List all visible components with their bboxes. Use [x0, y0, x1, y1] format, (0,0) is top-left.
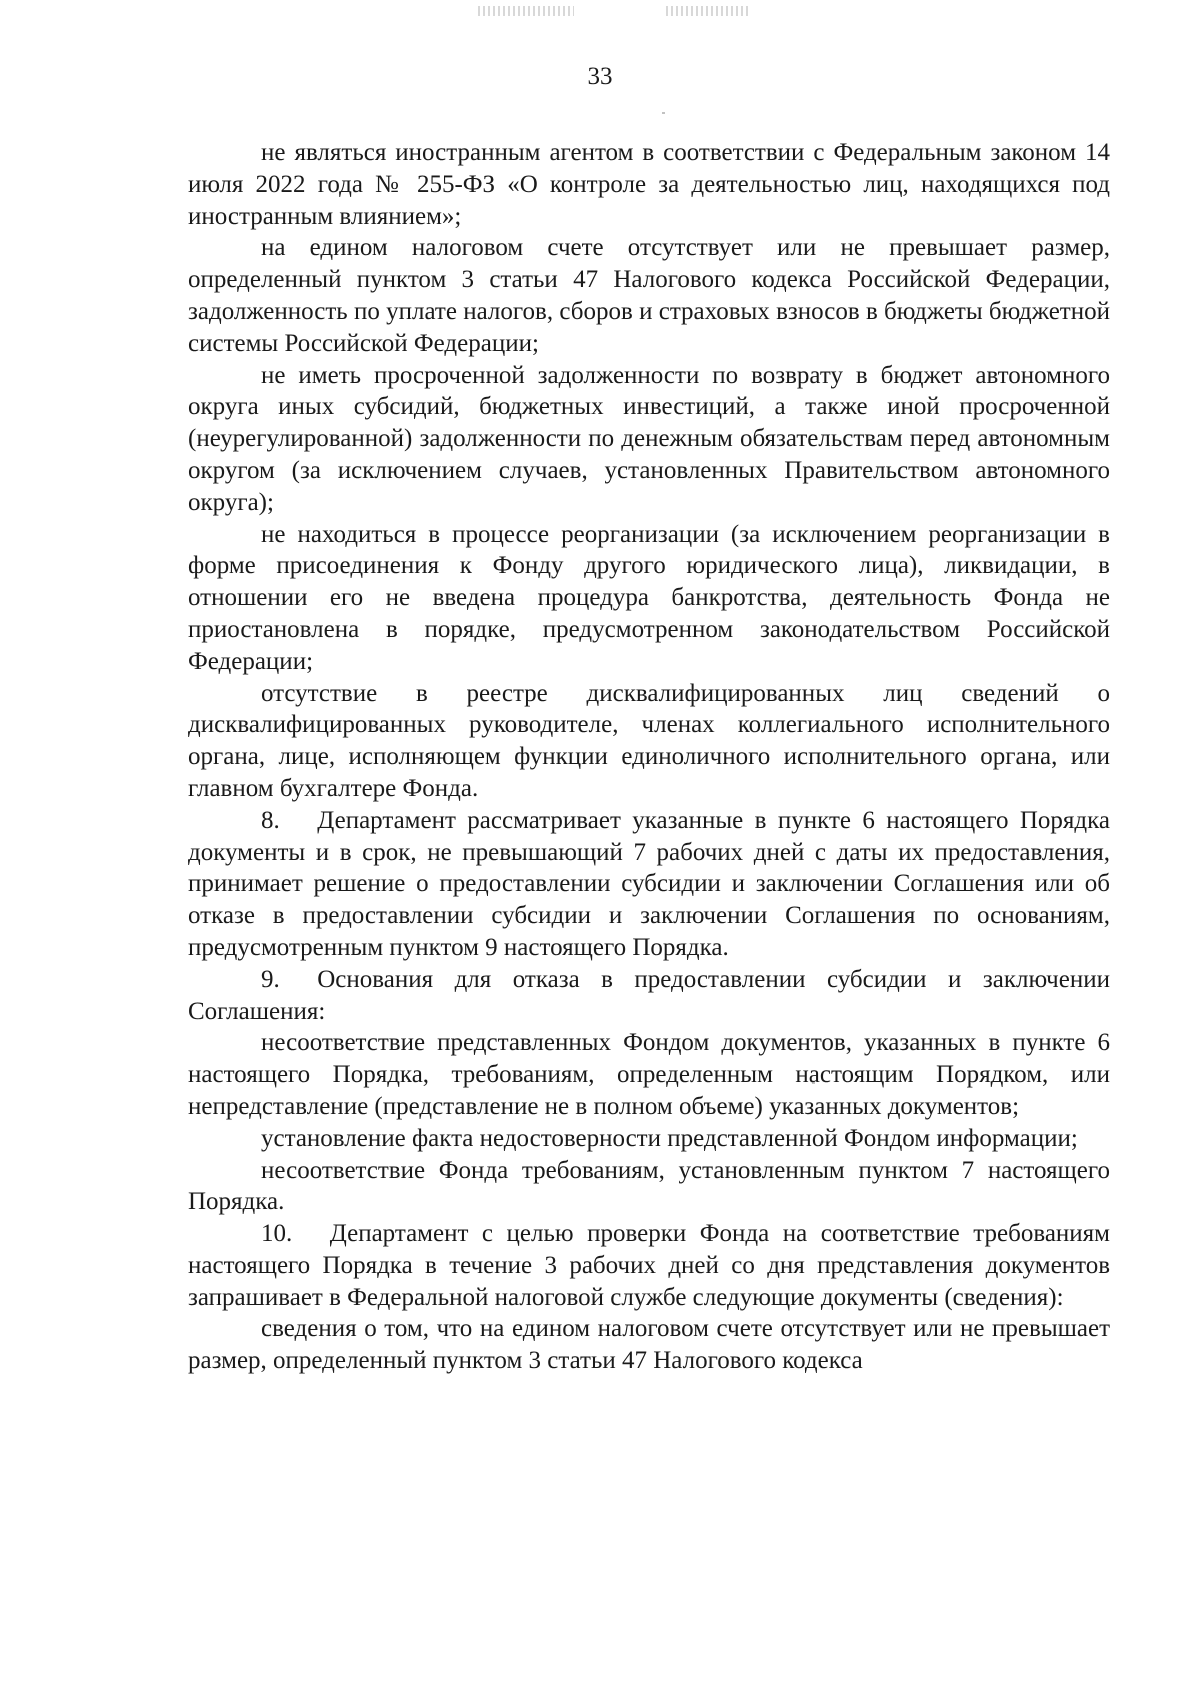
paragraph: несоответствие представленных Фондом документов, указанных в пункте 6 настоящего Порядка, требованиям, определенным настоящим Порядком, или непредставление (представление не в полном объеме) указанных документов;: [188, 1029, 1110, 1120]
numbered-paragraph-8: 8. Департамент рассматривает указанные в пункте 6 настоящего Порядка документы и в срок, не превышающий 7 рабочих дней с даты их предоставления, принимает решение о предоставлении субсидии и заключении Соглашения или об отказе в предоставлении субсидии и заключении Соглашения по основаниям, предусмотренным пунктом 9 настоящего Порядка.: [188, 806, 1110, 961]
paragraph: сведения о том, что на едином налоговом счете отсутствует или не превышает размер, определенный пунктом 3 статьи 47 Налогового кодекса: [188, 1315, 1110, 1375]
scan-artifact: [666, 6, 748, 16]
document-body: [188, 137, 1110, 1377]
paragraph: отсутствие в реестре дисквалифицированных лиц сведений о дисквалифицированных руководителе, членах коллегиального исполнительного органа, лице, исполняющем функции единоличного исполнительного органа, или главном бухгалтере Фонда.: [188, 679, 1110, 802]
scan-artifact: [478, 6, 574, 16]
page-number: 33: [587, 63, 613, 90]
paragraph: не находиться в процессе реорганизации (за исключением реорганизации в форме присоединения к Фонду другого юридического лица), ликвидации, в отношении его не введена процедура банкротства, деятельность Фонда не приостановлена в порядке, предусмотренном законодательством Российской Федерации;: [188, 520, 1110, 675]
paragraph: на едином налоговом счете отсутствует или не превышает размер, определенный пунктом 3 статьи 47 Налогового кодекса Российской Федерации, задолженность по уплате налогов, сборов и страховых взносов в бюджеты бюджетной системы Российской Федерации;: [188, 234, 1110, 357]
paragraph: не являться иностранным агентом в соответствии с Федеральным законом 14 июля 2022 года № 255-ФЗ «О контроле за деятельностью лиц, находящихся под иностранным влиянием»;: [188, 139, 1110, 230]
paragraph: установление факта недостоверности представленной Фондом информации;: [261, 1124, 1078, 1152]
paragraph: не иметь просроченной задолженности по возврату в бюджет автономного округа иных субсидий, бюджетных инвестиций, а также иной просроченной (неурегулированной) задолженности по денежным обязательствам перед автономным округом (за исключением случаев, установленных Правительством автономного округа);: [188, 361, 1110, 516]
paragraph: несоответствие Фонда требованиям, установленным пунктом 7 настоящего Порядка.: [188, 1156, 1110, 1216]
numbered-paragraph-9: 9. Основания для отказа в предоставлении субсидии и заключении Соглашения:: [188, 965, 1110, 1025]
scan-artifact: [662, 112, 665, 114]
numbered-paragraph-10: 10. Департамент с целью проверки Фонда на соответствие требованиям настоящего Порядка в течение 3 рабочих дней со дня представления документов запрашивает в Федеральной налоговой службе следующие документы (сведения):: [188, 1220, 1110, 1311]
